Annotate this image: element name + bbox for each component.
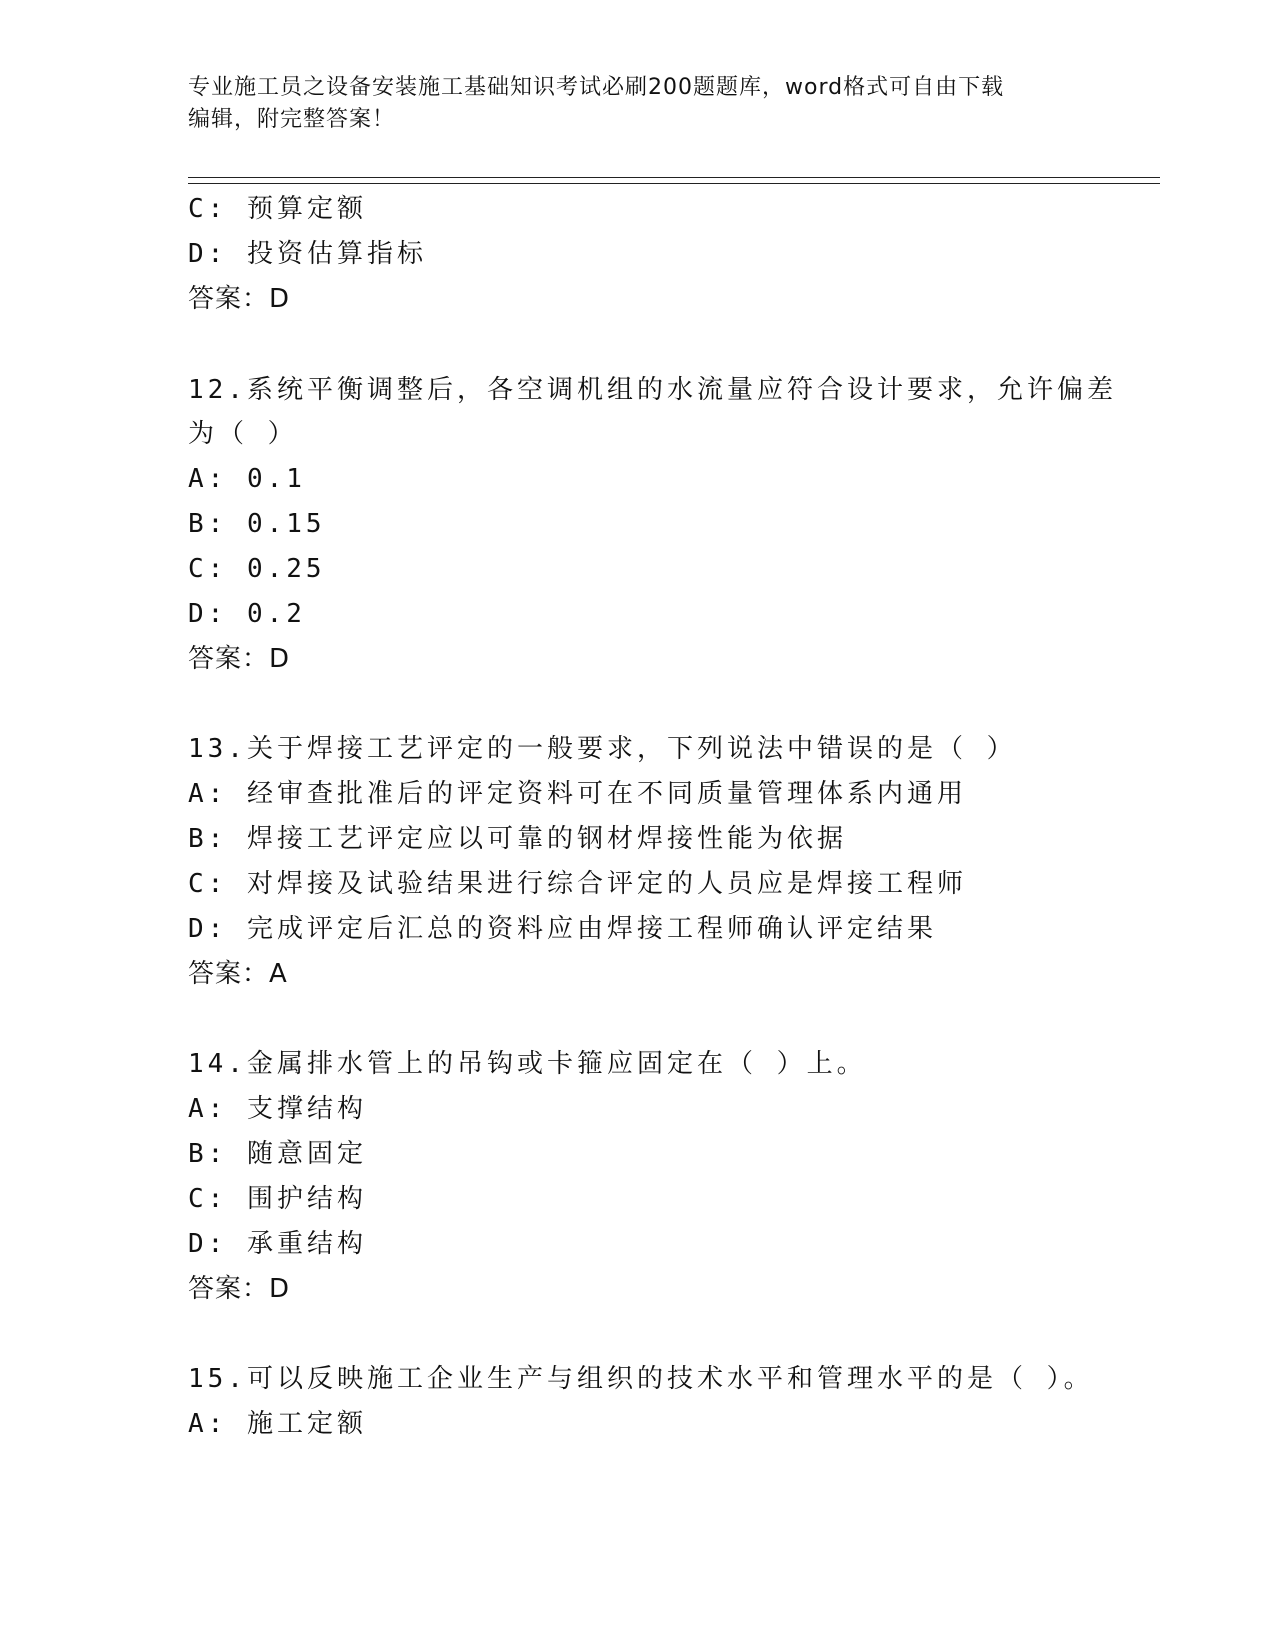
document-header	[188, 72, 1068, 136]
q12-option-c: C: 0.25	[188, 554, 326, 584]
header-title-line-1: 专业施工员之设备安装施工基础知识考试必刷200题题库，word格式可自由下载	[188, 75, 1005, 100]
q12-option-a: A: 0.1	[188, 464, 306, 494]
q12-question-line-2: 为（ ）	[188, 419, 298, 449]
q11-option-d: D: 投资估算指标	[188, 239, 427, 269]
q13-option-c: C: 对焊接及试验结果进行综合评定的人员应是焊接工程师	[188, 869, 967, 899]
q12-option-d: D: 0.2	[188, 599, 306, 629]
q13-option-a: A: 经审查批准后的评定资料可在不同质量管理体系内通用	[188, 779, 967, 809]
q12-question-line-1: 12.系统平衡调整后，各空调机组的水流量应符合设计要求，允许偏差	[188, 375, 1117, 405]
q14-option-a: A: 支撑结构	[188, 1094, 367, 1124]
q14-question: 14.金属排水管上的吊钩或卡箍应固定在（ ）上。	[188, 1049, 867, 1079]
q14-option-b: B: 随意固定	[188, 1139, 367, 1169]
q15-option-a: A: 施工定额	[188, 1409, 367, 1439]
q13-question: 13.关于焊接工艺评定的一般要求，下列说法中错误的是（ ）	[188, 734, 1017, 764]
q11-option-c: C: 预算定额	[188, 194, 367, 224]
q14-answer: 答案：D	[188, 1274, 291, 1304]
q11-answer: 答案：D	[188, 284, 291, 314]
q15-question: 15.可以反映施工企业生产与组织的技术水平和管理水平的是（ ）。	[188, 1364, 1094, 1394]
header-divider-bottom	[188, 183, 1160, 184]
q13-answer: 答案：A	[188, 959, 288, 989]
q12-answer: 答案：D	[188, 644, 291, 674]
header-divider-top	[188, 177, 1160, 178]
q14-option-d: D: 承重结构	[188, 1229, 367, 1259]
q13-option-d: D: 完成评定后汇总的资料应由焊接工程师确认评定结果	[188, 914, 937, 944]
q12-option-b: B: 0.15	[188, 509, 326, 539]
q14-option-c: C: 围护结构	[188, 1184, 367, 1214]
q13-option-b: B: 焊接工艺评定应以可靠的钢材焊接性能为依据	[188, 824, 847, 854]
header-title-line-2: 编辑，附完整答案！	[188, 107, 396, 132]
